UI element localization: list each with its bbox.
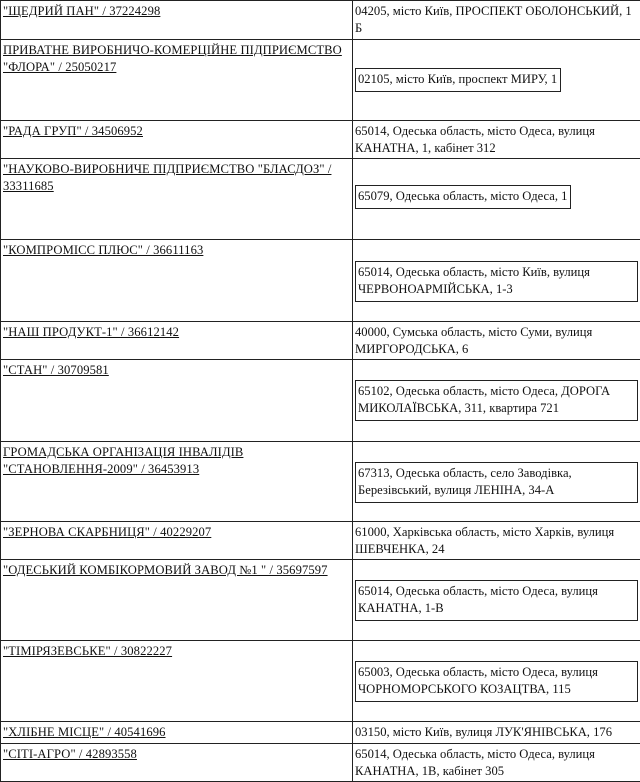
company-address: 65014, Одеська область, місто Одеса, вулиця КАНАТНА, 1, кабінет 312 (355, 124, 595, 155)
company-name: "ЗЕРНОВА СКАРБНИЦЯ" / 40229207 (3, 525, 212, 539)
company-address: 65079, Одеська область, місто Одеса, 1 (355, 185, 571, 209)
table-row (1, 522, 640, 560)
company-address: 65003, Одеська область, місто Одеса, вулиця ЧОРНОМОРСЬКОГО КОЗАЦТВА, 115 (355, 661, 638, 702)
company-name: "РАДА ГРУП" / 34506952 (3, 124, 143, 138)
company-address-cell (353, 560, 640, 641)
table-row (1, 240, 640, 322)
company-name: ПРИВАТНЕ ВИРОБНИЧО-КОМЕРЦІЙНЕ ПІДПРИЄМСТВО "ФЛОРА" / 25050217 (3, 43, 342, 74)
company-address-cell (353, 240, 640, 322)
company-name-cell (1, 744, 353, 782)
company-address: 67313, Одеська область, село Заводівка, Березівський, вулиця ЛЕНІНА, 34-А (355, 462, 638, 503)
company-name-cell (1, 159, 353, 240)
company-name: "КОМПРОМІСС ПЛЮС" / 36611163 (3, 243, 204, 257)
company-name-cell (1, 121, 353, 159)
company-address-cell (353, 744, 640, 782)
company-name: "СТАН" / 30709581 (3, 363, 109, 377)
company-name-cell (1, 322, 353, 360)
company-address: 61000, Харківська область, місто Харків, вулиця ШЕВЧЕНКА, 24 (355, 525, 615, 556)
company-address-cell (353, 641, 640, 722)
company-name: "НАШ ПРОДУКТ-1" / 36612142 (3, 325, 180, 339)
table-row (1, 360, 640, 442)
company-name: "ХЛІБНЕ МІСЦЕ" / 40541696 (3, 725, 166, 739)
company-name: ГРОМАДСЬКА ОРГАНІЗАЦІЯ ІНВАЛІДІВ "СТАНОВЛЕННЯ-2009" / 36453913 (3, 445, 244, 476)
company-address-cell (353, 121, 640, 159)
company-address-cell (353, 159, 640, 240)
company-address-cell (353, 360, 640, 442)
company-name-cell (1, 1, 353, 40)
company-name: "ТІМІРЯЗЕВСЬКЕ" / 30822227 (3, 644, 173, 658)
table-row (1, 121, 640, 159)
company-name: "ЩЕДРИЙ ПАН" / 37224298 (3, 4, 161, 18)
company-name-cell (1, 560, 353, 641)
company-address: 04205, місто Київ, ПРОСПЕКТ ОБОЛОНСЬКИЙ, 1 Б (355, 4, 632, 35)
company-name-cell (1, 360, 353, 442)
company-address: 02105, місто Київ, проспект МИРУ, 1 (355, 68, 561, 92)
company-name-cell (1, 641, 353, 722)
company-name-cell (1, 522, 353, 560)
company-address: 65102, Одеська область, місто Одеса, ДОРОГА МИКОЛАЇВСЬКА, 311, квартира 721 (355, 380, 638, 421)
company-address: 65014, Одеська область, місто Одеса, вулиця КАНАТНА, 1-В (355, 580, 638, 621)
company-address-cell (353, 40, 640, 121)
company-address: 65014, Одеська область, місто Одеса, вулиця КАНАТНА, 1В, кабінет 305 (355, 747, 595, 778)
table-row (1, 442, 640, 522)
company-address: 65014, Одеська область, місто Київ, вулиця ЧЕРВОНОАРМІЙСЬКА, 1-3 (355, 261, 638, 302)
company-name-cell (1, 722, 353, 744)
company-name: "СІТІ-АГРО" / 42893558 (3, 747, 137, 761)
table-row (1, 722, 640, 744)
company-name: "ОДЕСЬКИЙ КОМБІКОРМОВИЙ ЗАВОД №1 " / 35697597 (3, 563, 328, 577)
company-address: 40000, Сумська область, місто Суми, вулиця МИРГОРОДСЬКА, 6 (355, 325, 593, 356)
table-row (1, 322, 640, 360)
table-row (1, 641, 640, 722)
company-address-cell (353, 442, 640, 522)
company-name-cell (1, 40, 353, 121)
company-address-cell (353, 322, 640, 360)
company-address: 03150, місто Київ, вулиця ЛУК'ЯНІВСЬКА, 176 (355, 725, 612, 739)
company-name: "НАУКОВО-ВИРОБНИЧЕ ПІДПРИЄМСТВО "БЛАСДОЗ" / 33311685 (3, 162, 332, 193)
table-row (1, 1, 640, 40)
table-row (1, 560, 640, 641)
company-name-cell (1, 442, 353, 522)
table-row (1, 40, 640, 121)
company-name-cell (1, 240, 353, 322)
table-row (1, 744, 640, 782)
table-row (1, 159, 640, 240)
company-address-cell (353, 722, 640, 744)
company-address-cell (353, 522, 640, 560)
company-address-cell (353, 1, 640, 40)
